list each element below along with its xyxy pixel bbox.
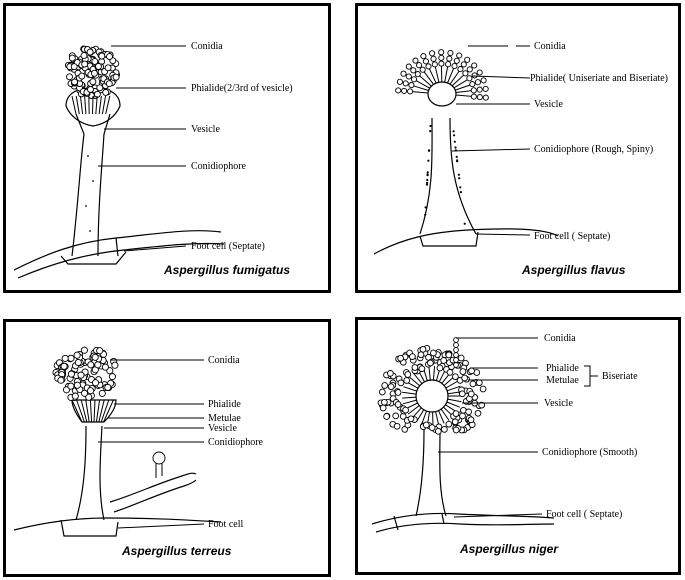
terreus-foot-cell-hypha — [14, 518, 221, 536]
panel-aspergillus-flavus — [355, 3, 681, 293]
terreus-conidiophore — [76, 426, 104, 520]
panel-aspergillus-terreus — [3, 319, 331, 577]
label-foot-cell: Foot cell (Septate) — [191, 241, 265, 252]
label-phialide: Phialide — [546, 363, 579, 374]
label-foot-cell: Foot cell ( Septate) — [546, 509, 622, 520]
label-conidia: Conidia — [191, 41, 223, 52]
label-metulae: Metulae — [208, 413, 241, 424]
label-phialide: Phialide( Uniseriate and Biseriate) — [530, 73, 668, 84]
label-vesicle: Vesicle — [544, 398, 573, 409]
label-vesicle: Vesicle — [534, 99, 563, 110]
label-phialide: Phialide(2/3rd of vesicle) — [191, 83, 293, 94]
flavus-illustration — [358, 6, 684, 296]
panel-aspergillus-niger — [355, 317, 681, 575]
label-conidiophore: Conidiophore — [191, 161, 247, 172]
label-conidia: Conidia — [208, 355, 240, 366]
flavus-foot-cell-hypha — [374, 229, 558, 254]
label-conidiophore: Conidiophore (Smooth) — [542, 447, 637, 458]
label-foot-cell: Foot cell — [208, 519, 243, 530]
biseriate-bracket — [584, 366, 598, 386]
niger-illustration — [358, 320, 684, 578]
panel-title: Aspergillus niger — [459, 542, 559, 556]
label-conidiophore: Conidiophore — [208, 437, 264, 448]
niger-conidiophore — [416, 430, 446, 516]
terreus-side-branch — [110, 452, 196, 512]
flavus-conidial-head — [396, 50, 489, 106]
label-metulae: Metulae — [546, 375, 579, 386]
fumigatus-illustration — [6, 6, 334, 296]
panel-title: Aspergillus fumigatus — [163, 263, 290, 277]
label-conidiophore: Conidiophore (Rough, Spiny) — [534, 144, 653, 155]
panel-title: Aspergillus flavus — [521, 263, 626, 277]
label-vesicle: Vesicle — [191, 124, 220, 135]
niger-conidial-head — [378, 338, 486, 435]
label-phialide: Phialide — [208, 399, 241, 410]
label-biseriate: Biseriate — [602, 371, 638, 382]
flavus-conidiophore — [420, 118, 476, 234]
label-conidia: Conidia — [534, 41, 566, 52]
terreus-conidial-head — [53, 347, 118, 422]
panel-aspergillus-fumigatus — [3, 3, 331, 293]
label-conidia: Conidia — [544, 333, 576, 344]
fumigatus-conidiophore — [72, 134, 104, 256]
label-vesicle: Vesicle — [208, 423, 237, 434]
label-foot-cell: Foot cell ( Septate) — [534, 231, 610, 242]
panel-title: Aspergillus terreus — [121, 544, 232, 558]
fumigatus-conidial-head — [65, 46, 120, 134]
terreus-illustration — [6, 322, 334, 580]
